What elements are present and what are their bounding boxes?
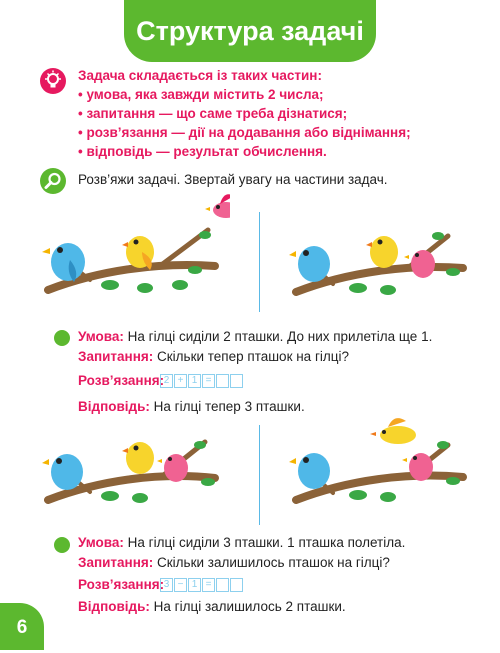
answer-text: На гілці залишилось 2 пташки. [153, 599, 346, 614]
solution-cell[interactable] [230, 578, 243, 592]
rule-item: • умова, яка завжди містить 2 числа; [78, 87, 324, 102]
blue-bird [42, 243, 85, 282]
page-title: Структура задачі [136, 16, 364, 46]
bird-scene-before-1 [40, 190, 230, 310]
yellow-bird [122, 442, 154, 474]
solution-cells[interactable] [160, 578, 244, 592]
task-bullet [54, 537, 70, 553]
blue-bird [289, 453, 330, 489]
scene-divider [259, 212, 260, 312]
bird-scene-after-2 [288, 405, 478, 520]
bird-scene-after-1 [288, 200, 478, 310]
rules-intro: Задача складається із таких частин: [78, 68, 322, 83]
page-number-tab [0, 603, 44, 650]
yellow-bird [122, 236, 154, 270]
question-label: Запитання: [78, 349, 154, 364]
solution-cell[interactable]: = [202, 578, 215, 592]
condition-label: Умова: [78, 535, 124, 550]
question-label: Запитання: [78, 555, 154, 570]
question-text: Скільки залишилось пташок на гілці? [157, 555, 390, 570]
solution-cell[interactable]: − [174, 578, 187, 592]
yellow-bird [366, 236, 398, 268]
instruction-text: Розв’яжи задачі. Звертай увагу на частини задач. [78, 172, 388, 187]
rule-item: • запитання — що саме треба дізнатися; [78, 106, 348, 121]
question-text: Скільки тепер пташок на гілці? [157, 349, 349, 364]
condition-text: На гілці сиділи 2 пташки. До них прилетіла ще 1. [127, 329, 433, 344]
solution-label: Розв’язання: [78, 577, 165, 592]
solution-cell[interactable]: 1 [188, 374, 201, 388]
page-number: 6 [16, 617, 28, 638]
solution-cell[interactable]: 1 [188, 578, 201, 592]
solution-label: Розв’язання: [78, 373, 165, 388]
task-bullet [54, 330, 70, 346]
blue-bird [289, 246, 330, 282]
answer-text: На гілці тепер 3 пташки. [153, 399, 305, 414]
answer-label: Відповідь: [78, 599, 150, 614]
task-1 [78, 327, 432, 417]
rules-box [78, 66, 478, 161]
page-title-tab [124, 0, 376, 62]
rule-item: • розв’язання — дії на додавання або віднімання; [78, 125, 411, 140]
condition-text: На гілці сиділи 3 пташки. 1 пташка полетіла. [127, 535, 406, 550]
blue-bird [42, 454, 83, 490]
solution-cell[interactable] [216, 374, 229, 388]
bird-scene-before-2 [40, 420, 230, 520]
scene-divider [259, 425, 260, 525]
solution-cell[interactable]: = [202, 374, 215, 388]
solution-cells[interactable] [160, 374, 244, 388]
lightbulb-icon [40, 68, 66, 94]
condition-label: Умова: [78, 329, 124, 344]
yellow-bird-flying [370, 418, 416, 444]
solution-cell[interactable] [216, 578, 229, 592]
solution-cell[interactable]: 2 [160, 374, 173, 388]
rule-item: • відповідь — результат обчислення. [78, 144, 327, 159]
solution-cell[interactable]: 3 [160, 578, 173, 592]
solution-cell[interactable] [230, 374, 243, 388]
answer-label: Відповідь: [78, 399, 150, 414]
task-2 [78, 533, 405, 617]
solution-cell[interactable]: + [174, 374, 187, 388]
pink-bird-flying [205, 194, 230, 218]
